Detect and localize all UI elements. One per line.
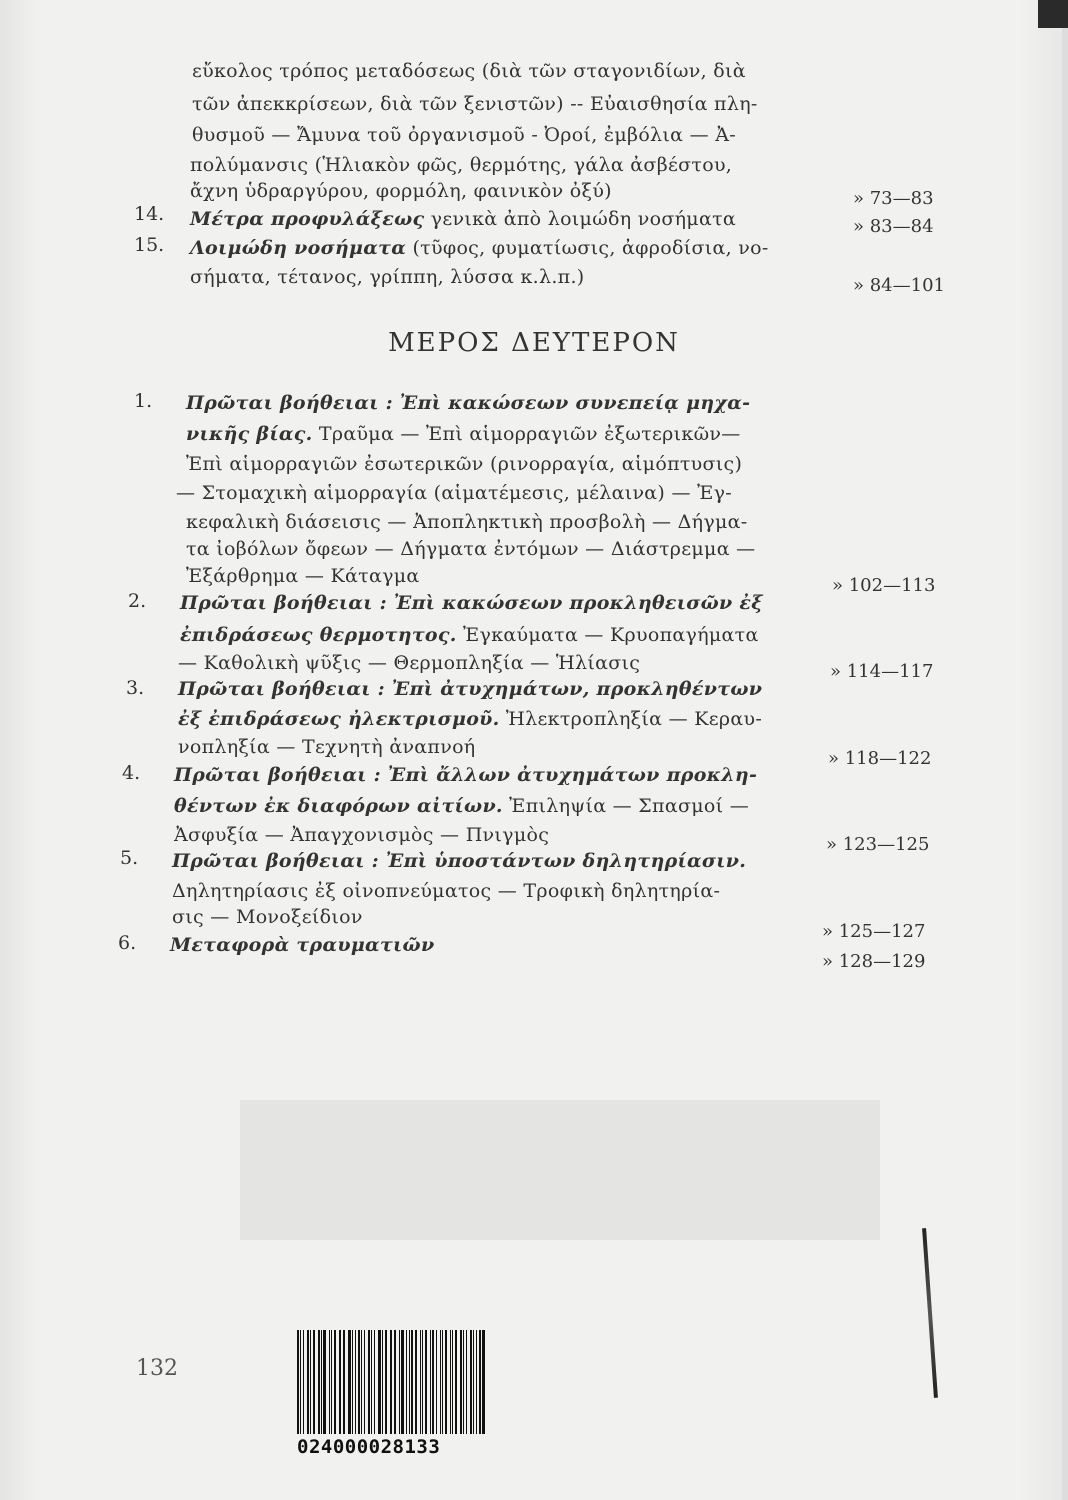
- barcode-bar: [352, 1330, 353, 1434]
- toc-line: Δηλητηρίασις ἐξ οἰνοπνεύματος — Τροφικὴ δηλητηρία-: [172, 880, 721, 902]
- toc-line: Ἐξάρθρημα — Κάταγμα: [186, 565, 420, 587]
- toc-entry-title: Πρῶται βοήθειαι : Ἐπὶ ὑποστάντων δηλητηρίασιν.: [172, 850, 747, 872]
- barcode-bar: [482, 1330, 485, 1434]
- barcode-bar: [343, 1330, 345, 1434]
- barcode-bar: [406, 1330, 407, 1434]
- toc-entry-title: Πρῶται βοήθειαι : Ἐπὶ κακώσεων συνεπείᾳ μηχα-: [186, 392, 751, 414]
- scan-smudge: [240, 1100, 880, 1240]
- page-range: » 83—84: [853, 216, 934, 237]
- entry-text: γενικὰ ἀπὸ λοιμώδη νοσήματα: [424, 208, 737, 230]
- page-range: » 125—127: [822, 921, 926, 942]
- page-edge-strip: [1062, 28, 1068, 1500]
- barcode-bar: [334, 1330, 336, 1434]
- barcode-bar: [364, 1330, 365, 1434]
- barcode-bar: [463, 1330, 464, 1434]
- entry-text: (τῦφος, φυματίωσις, ἀφροδίσια, νο-: [406, 237, 769, 259]
- barcode-bar: [297, 1330, 299, 1434]
- barcode-bar: [307, 1330, 310, 1434]
- page-range: » 114—117: [830, 661, 934, 682]
- page-range: » 118—122: [828, 748, 932, 769]
- barcode-bar: [321, 1330, 322, 1434]
- barcode-bars: [297, 1330, 487, 1434]
- toc-entry-title: Πρῶται βοήθειαι : Ἐπὶ ἀτυχημάτων, προκληθέντων: [178, 678, 763, 700]
- entry-number: 2.: [128, 590, 147, 612]
- barcode-bar: [450, 1330, 451, 1434]
- barcode-bar: [476, 1330, 477, 1434]
- barcode-bar: [323, 1330, 326, 1434]
- barcode-bar: [442, 1330, 444, 1434]
- barcode-bar: [318, 1330, 320, 1434]
- barcode-bar: [391, 1330, 392, 1434]
- barcode-bar: [358, 1330, 360, 1434]
- barcode-number: 024000028133: [297, 1436, 441, 1458]
- entry-title: ἐξ ἐπιδράσεως ἠλεκτρισμοῦ.: [178, 708, 500, 730]
- entry-text: Ἐγκαύματα — Κρυοπαγήματα: [456, 624, 759, 646]
- toc-line: ἄχνη ὑδραργύρου, φορμόλη, φαινικὸν ὀξύ): [190, 180, 612, 202]
- barcode-bar: [385, 1330, 387, 1434]
- barcode-bar: [425, 1330, 428, 1434]
- entry-text: Ἐπιληψία — Σπασμοί —: [502, 795, 750, 817]
- toc-line: τῶν ἀπεκκρίσεων, διὰ τῶν ξενιστῶν) -- Εὐαισθησία πλη-: [192, 93, 758, 115]
- toc-line: νοπληξία — Τεχνητὴ ἀναπνοή: [178, 736, 476, 758]
- barcode-bar: [355, 1330, 356, 1434]
- barcode-bar: [401, 1330, 404, 1434]
- toc-line: [174, 795, 749, 817]
- page-range: » 102—113: [832, 575, 936, 596]
- toc-entry: [190, 208, 736, 230]
- barcode-bar: [329, 1330, 330, 1434]
- barcode-bar: [466, 1330, 467, 1434]
- barcode-bar: [348, 1330, 351, 1434]
- toc-line: θυσμοῦ — Ἄμυνα τοῦ ὀργανισμοῦ - Ὀροί, ἐμβόλια — Ἀ-: [192, 124, 737, 146]
- entry-title: θέντων ἐκ διαφόρων αἰτίων.: [174, 795, 503, 817]
- entry-title: Λοιμώδη νοσήματα: [190, 237, 407, 259]
- entry-number: 1.: [134, 390, 153, 412]
- entry-text: Ἠλεκτροπληξία — Κεραυ-: [499, 708, 763, 730]
- entry-number: 5.: [120, 847, 139, 869]
- barcode-bar: [310, 1330, 311, 1434]
- toc-line: πολύμανσις (Ἡλιακὸν φῶς, θερμότης, γάλα ἀσβέστου,: [190, 154, 733, 176]
- entry-title: Μέτρα προφυλάξεως: [190, 208, 425, 230]
- barcode-bar: [382, 1330, 383, 1434]
- entry-number: 6.: [118, 932, 137, 954]
- barcode-bar: [394, 1330, 396, 1434]
- toc-line: — Καθολικὴ ψῦξις — Θερμοπληξία — Ἡλίασις: [178, 652, 641, 674]
- toc-line: σήματα, τέτανος, γρίππη, λύσσα κ.λ.π.): [190, 266, 585, 288]
- barcode-bar: [374, 1330, 375, 1434]
- barcode-bar: [432, 1330, 434, 1434]
- barcode-bar: [361, 1330, 362, 1434]
- page-range: » 73—83: [853, 188, 934, 209]
- entry-number: 15.: [134, 234, 165, 256]
- barcode-bar: [440, 1330, 441, 1434]
- barcode-bar: [479, 1330, 481, 1434]
- barcode-bar: [303, 1330, 304, 1434]
- barcode-bar: [415, 1330, 417, 1434]
- barcode-bar: [430, 1330, 431, 1434]
- barcode-bar: [368, 1330, 370, 1434]
- entry-text: Τραῦμα — Ἐπὶ αἱμορραγιῶν ἐξωτερικῶν—: [312, 423, 741, 445]
- barcode-bar: [452, 1330, 453, 1434]
- barcode-bar: [399, 1330, 400, 1434]
- barcode-bar: [300, 1330, 301, 1434]
- toc-entry-title: Πρῶται βοήθειαι : Ἐπὶ ἄλλων ἀτυχημάτων προκλη-: [174, 764, 758, 786]
- page-range: » 84—101: [853, 275, 945, 296]
- toc-entry-title: Πρῶται βοήθειαι : Ἐπὶ κακώσεων προκληθεισῶν ἐξ: [180, 592, 763, 614]
- barcode-bar: [411, 1330, 413, 1434]
- page-number: 132: [136, 1356, 178, 1381]
- barcode-bar: [409, 1330, 410, 1434]
- toc-line: Ἐπὶ αἱμορραγιῶν ἐσωτερικῶν (ρινορραγία, αἱμόπτυσις): [186, 453, 743, 475]
- barcode-bar: [313, 1330, 315, 1434]
- barcode: [297, 1330, 487, 1460]
- entry-title: ἐπιδράσεως θερμοτητος.: [180, 624, 457, 646]
- toc-entry: [190, 237, 769, 259]
- section-heading: ΜΕΡΟΣ ΔΕΥΤΕΡΟΝ: [388, 328, 680, 358]
- barcode-bar: [445, 1330, 447, 1434]
- corner-mark: [1038, 0, 1068, 28]
- toc-line: — Στομαχικὴ αἱμορραγία (αἱματέμεσις, μέλαινα) — Ἐγ-: [176, 482, 733, 504]
- toc-line: τα ἰοβόλων ὄφεων — Δήγματα ἐντόμων — Διάστρεμμα —: [186, 538, 756, 560]
- barcode-bar: [340, 1330, 341, 1434]
- entry-number: 4.: [122, 762, 141, 784]
- page-range: » 128—129: [822, 951, 926, 972]
- entry-number: 3.: [126, 677, 145, 699]
- toc-line: εὔκολος τρόπος μεταδόσεως (διὰ τῶν σταγονιδίων, διὰ: [192, 60, 746, 82]
- toc-entry-title: Μεταφορὰ τραυματιῶν: [170, 934, 435, 956]
- toc-line: Ἀσφυξία — Ἀπαγχονισμὸς — Πνιγμὸς: [174, 824, 550, 846]
- barcode-bar: [473, 1330, 474, 1434]
- entry-title: νικῆς βίας.: [186, 423, 313, 445]
- barcode-bar: [371, 1330, 373, 1434]
- barcode-bar: [460, 1330, 462, 1434]
- toc-line: [178, 708, 762, 730]
- toc-line: σις — Μονοξείδιον: [172, 906, 363, 928]
- barcode-bar: [436, 1330, 437, 1434]
- toc-line: [180, 624, 759, 646]
- barcode-bar: [378, 1330, 381, 1434]
- barcode-bar: [420, 1330, 421, 1434]
- entry-number: 14.: [134, 203, 165, 225]
- toc-line: [186, 423, 741, 445]
- barcode-bar: [390, 1330, 391, 1434]
- barcode-bar: [470, 1330, 472, 1434]
- toc-line: κεφαλικὴ διάσεισις — Ἀποπληκτικὴ προσβολὴ — Δήγμα-: [186, 511, 748, 533]
- barcode-bar: [455, 1330, 458, 1434]
- barcode-bar: [331, 1330, 332, 1434]
- page-range: » 123—125: [826, 834, 930, 855]
- barcode-bar: [339, 1330, 340, 1434]
- barcode-bar: [422, 1330, 423, 1434]
